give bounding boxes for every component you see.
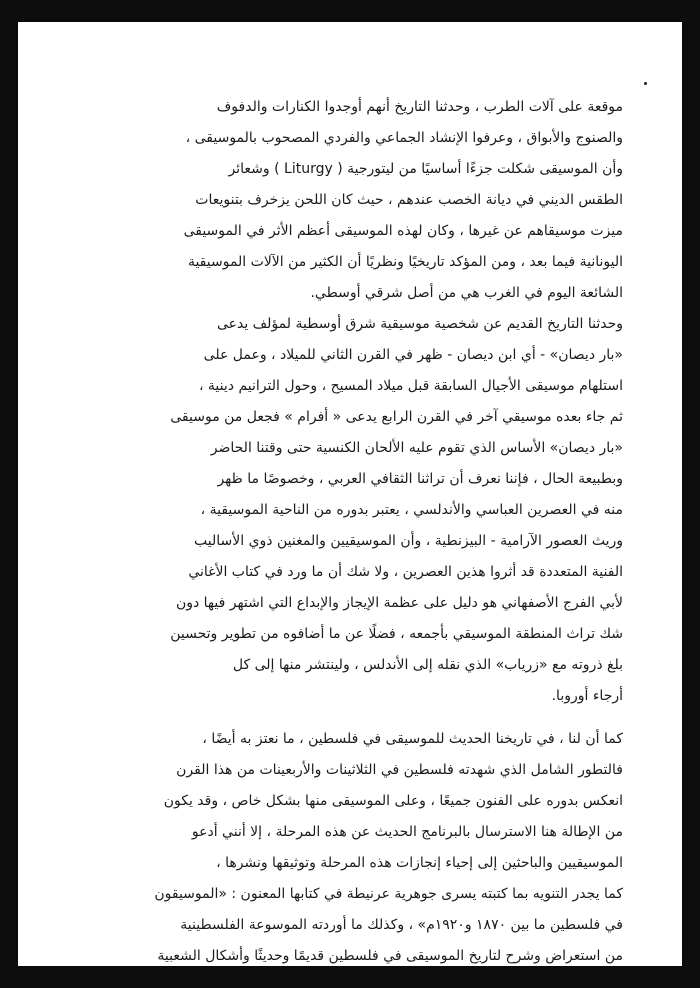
text-line: شك تراث المنطقة الموسيقي بأجمعه ، فضلًا عن ما أضافوه من تطوير وتحسين <box>170 626 623 642</box>
text-line: موقعة على آلات الطرب ، وحدثنا التاريخ أنهم أوجدوا الكنارات والدفوف <box>216 99 623 115</box>
text-line: كما يجدر التنويه بما كتبته يسرى جوهرية عرنيطة في كتابها المعنون : «الموسيقون <box>154 886 623 902</box>
text-line: «بار ديصان» - أي ابن ديصان - ظهر في القرن الثاني للميلاد ، وعمل على <box>203 347 623 363</box>
page-mark-dot <box>644 82 647 85</box>
text-line: لأبي الفرج الأصفهاني هو دليل على عظمة الإيجاز والإبداع التي اشتهر فيها دون <box>175 595 623 611</box>
handwritten-text-body <box>58 92 623 972</box>
text-line: كما أن لنا ، في تاريخنا الحديث للموسيقى في فلسطين ، ما نعتز به أيضًا ، <box>202 731 623 747</box>
text-line: في فلسطين ما بين ١٨٧٠ و١٩٢٠م» ، وكذلك ما أوردته الموسوعة الفلسطينية <box>180 917 623 933</box>
text-line: اليونانية فيما بعد ، ومن المؤكد تاريخيًا ونظريًا أن الكثير من الآلات الموسيقية <box>187 254 623 270</box>
paragraph-1 <box>58 92 623 309</box>
text-line: انعكس بدوره على الفنون جميعًا ، وعلى الموسيقى منها بشكل خاص ، وقد يكون <box>163 793 623 809</box>
manuscript-page <box>18 22 682 966</box>
paragraph-3 <box>58 724 623 972</box>
text-line: «بار ديصان» الأساس الذي تقوم عليه الألحان الكنسية حتى وقتنا الحاضر <box>210 440 623 456</box>
text-line: فالتطور الشامل الذي شهدته فلسطين في الثلاثينات والأربعينات من هذا القرن <box>176 762 623 778</box>
text-line: بلغ ذروته مع «زرياب» الذي نقله إلى الأندلس ، ولينتشر منها إلى كل <box>232 657 623 673</box>
text-line: من الإطالة هنا الاسترسال بالبرنامج الحديث عن هذه المرحلة ، إلا أنني أدعو <box>191 824 623 840</box>
text-line: استلهام موسيقى الأجيال السابقة قبل ميلاد المسيح ، وحول الترانيم دينية ، <box>198 378 623 394</box>
text-line: الشائعة اليوم في الغرب هي من أصل شرقي أوسطي. <box>310 285 623 301</box>
text-line: الموسيقيين والباحثين إلى إحياء إنجازات هذه المرحلة وتوثيقها ونشرها ، <box>216 855 623 871</box>
text-line: ميزت موسيقاهم عن غيرها ، وكان لهذه الموسيقى أعظم الأثر في الموسيقى <box>183 223 623 239</box>
text-line: والصنوج والأبواق ، وعرفوا الإنشاد الجماعي والفردي المصحوب بالموسيقى ، <box>185 130 623 146</box>
text-line: من استعراض وشرح لتاريخ الموسيقى في فلسطين قديمًا وحديثًا وأشكال الشعبية <box>157 948 623 964</box>
paragraph-gap <box>58 712 623 724</box>
text-line: ثم جاء بعده موسيقي آخر في القرن الرابع يدعى « أفرام » فجعل من موسيقى <box>170 409 623 425</box>
text-line: الفنية المتعددة قد أثروا هذين العصرين ، ولا شك أن ما ورد في كتاب الأغاني <box>188 564 623 580</box>
text-line: وريث العصور الآرامية - البيزنطية ، وأن الموسيقيين والمغنين ذوي الأساليب <box>194 533 623 549</box>
text-line: وأن الموسيقى شكلت جزءًا أساسيًا من ليتورجية ( Liturgy ) وشعائر <box>228 161 623 177</box>
text-line: وبطبيعة الحال ، فإننا نعرف أن تراثنا الثقافي العربي ، وخصوصًا ما ظهر <box>217 471 623 487</box>
paragraph-2 <box>58 309 623 712</box>
text-line: منه في العصرين العباسي والأندلسي ، يعتبر بدوره من الناحية الموسيقية ، <box>200 502 623 518</box>
text-line: وحدثنا التاريخ القديم عن شخصية موسيقية شرق أوسطية لمؤلف يدعى <box>216 316 623 332</box>
text-line: الطقس الديني في ديانة الخصب عندهم ، حيث كان اللحن يزخرف بتنويعات <box>195 192 623 208</box>
text-line: أرجاء أوروبا. <box>551 688 623 704</box>
